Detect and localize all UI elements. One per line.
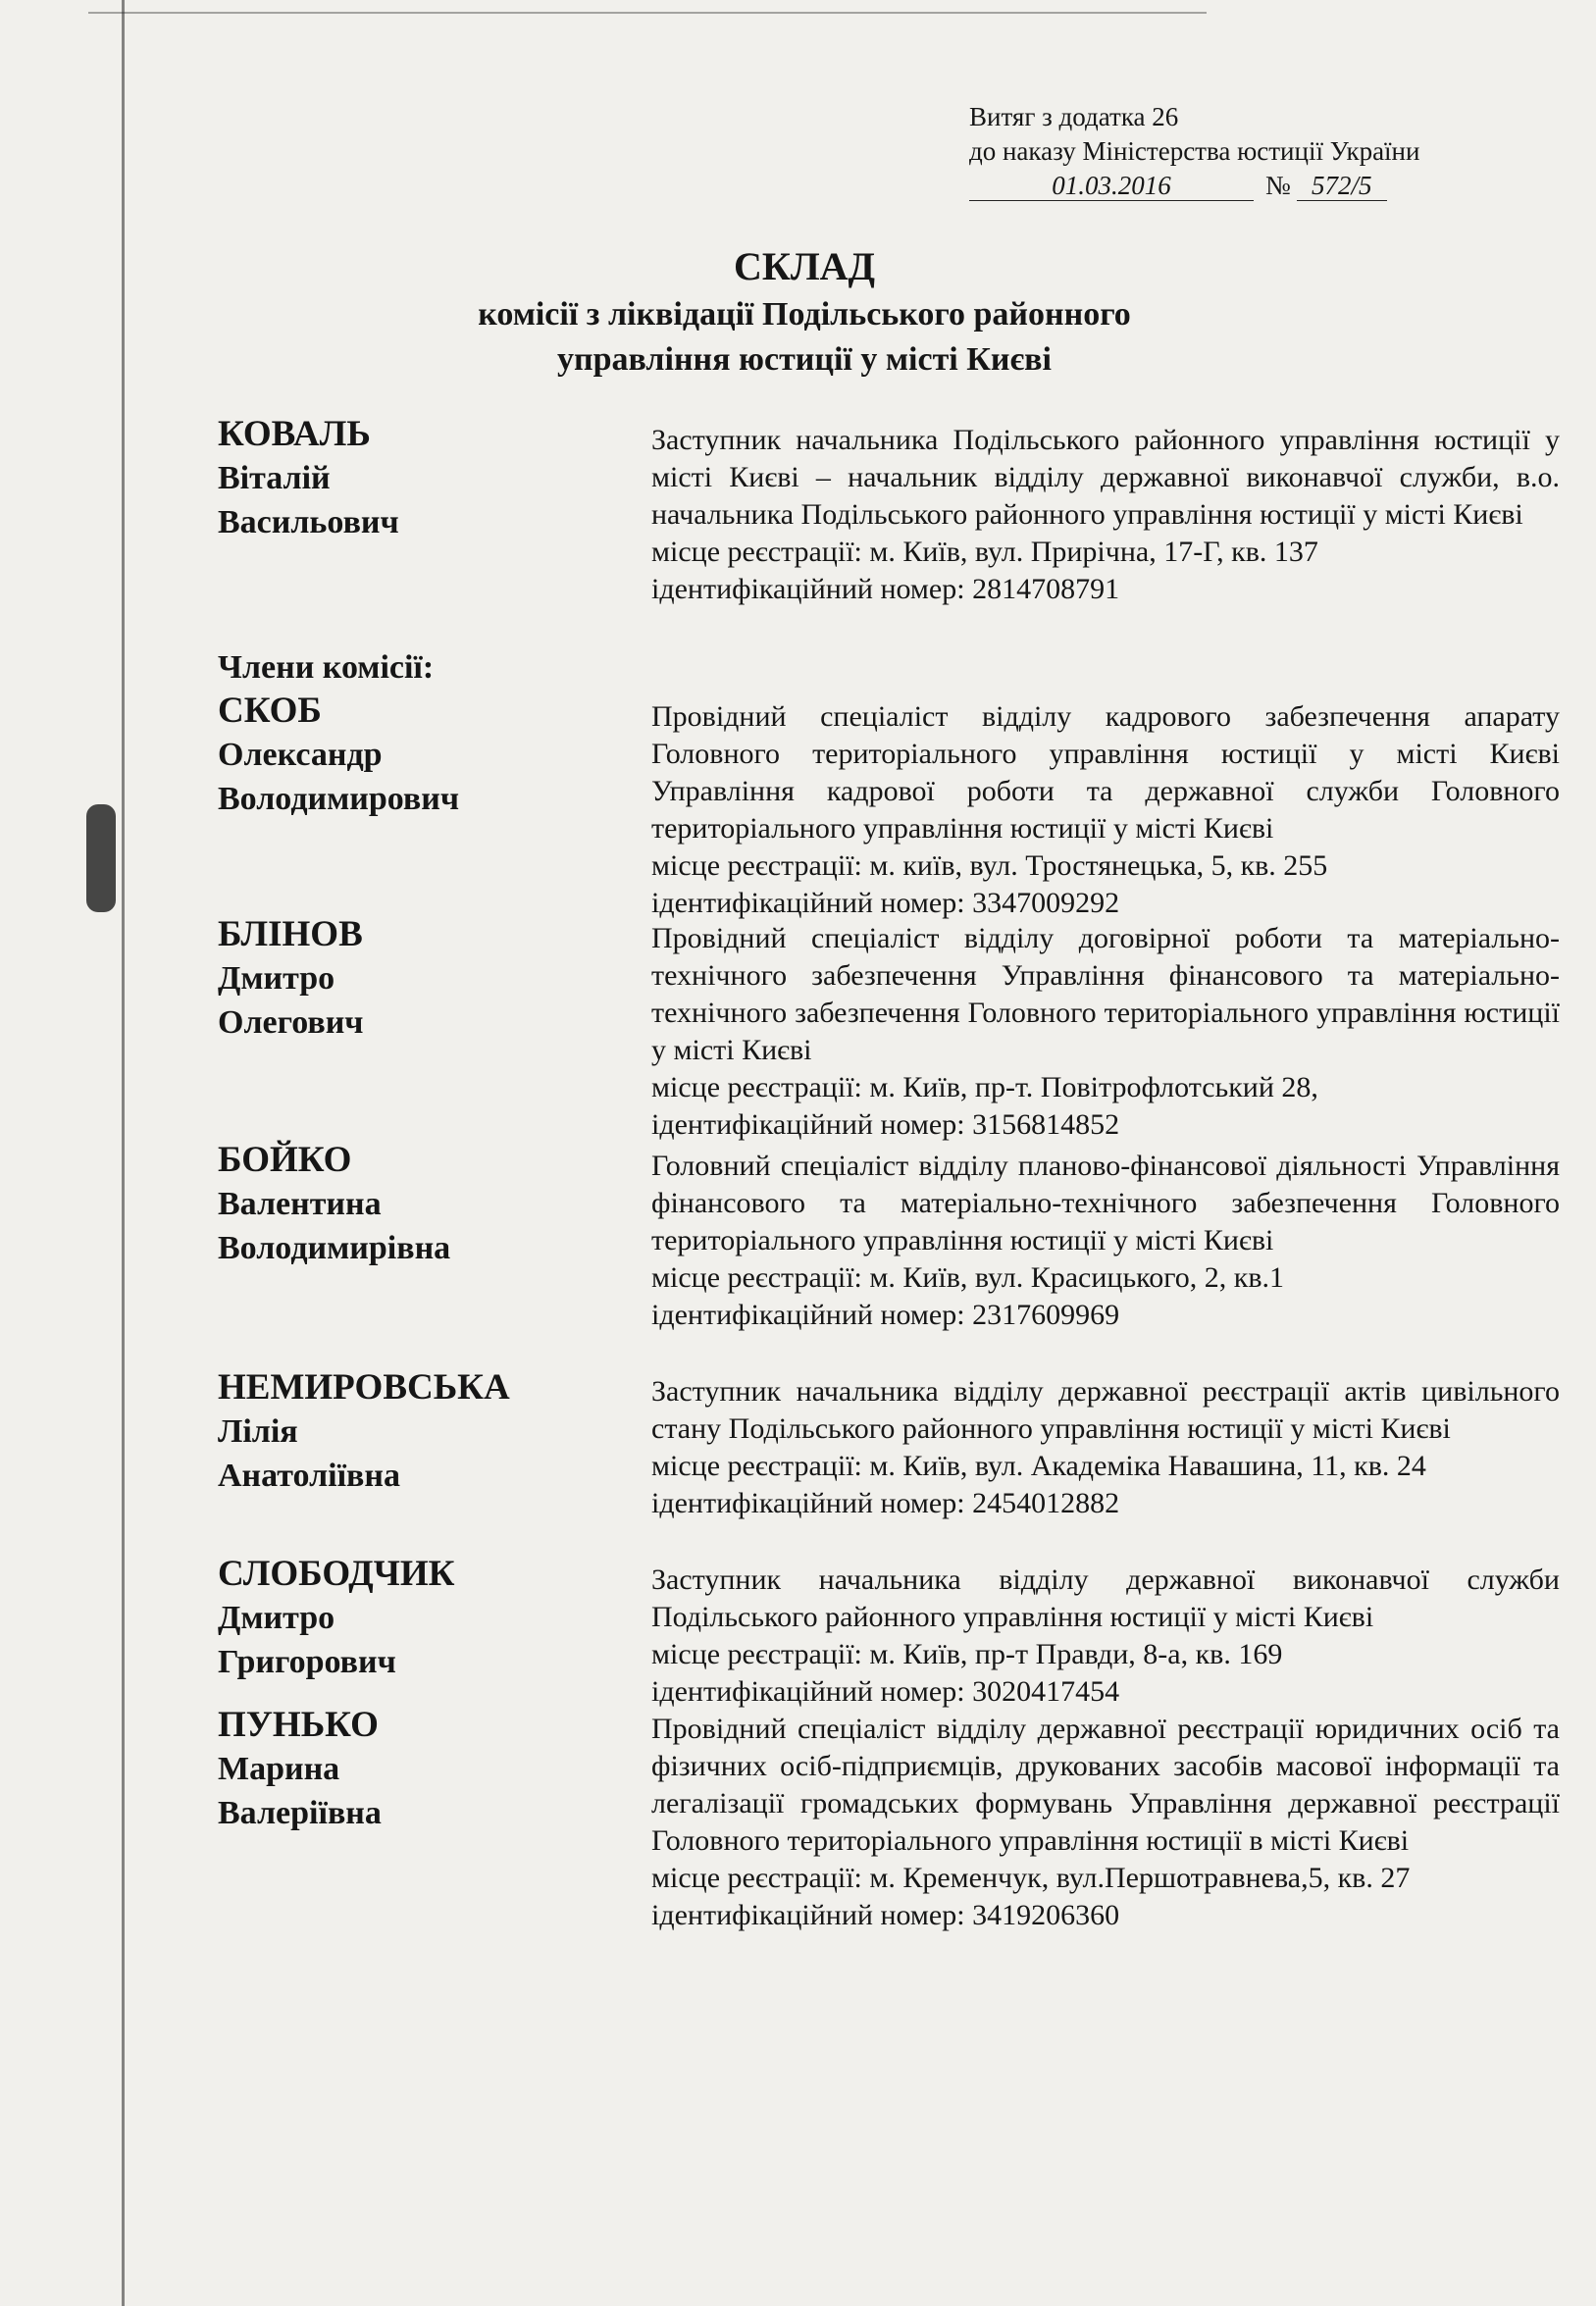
person-details-block (651, 698, 1560, 922)
person-registration: місце реєстрації: м. Кременчук, вул.Першотравнева,5, кв. 27 (651, 1862, 1411, 1894)
person-first-name: Валентина (218, 1186, 382, 1222)
person-name-block (218, 1365, 630, 1498)
person-name-block (218, 912, 630, 1045)
person-surname: БОЙКО (218, 1140, 352, 1180)
person-name-block (218, 412, 630, 544)
person-surname: СЛОБОДЧИК (218, 1554, 455, 1594)
person-registration: місце реєстрації: м. Київ, вул. Прирічна, 17-Г, кв. 137 (651, 536, 1318, 568)
members-label: Члени комісії: (218, 649, 435, 686)
person-position: Головний спеціаліст відділу планово-фінансової діяльності Управління фінансового та матеріально-технічного забезпечення Головного територіального управління юстиції у місті Києві (651, 1150, 1560, 1256)
order-reference-line2: до наказу Міністерства юстиції України (969, 136, 1420, 166)
document-subtitle-line1: комісії з ліквідації Подільського районного (478, 296, 1131, 333)
order-reference-line1: Витяг з додатка 26 (969, 102, 1179, 131)
person-patronymic: Васильович (218, 504, 399, 540)
person-patronymic: Григорович (218, 1644, 396, 1680)
person-name-block (218, 689, 630, 821)
person-id-number: ідентифікаційний номер: 2814708791 (651, 573, 1120, 605)
scan-artifact-left-edge (122, 0, 125, 2306)
person-registration: місце реєстрації: м. Київ, вул. Красицького, 2, кв.1 (651, 1261, 1284, 1294)
person-first-name: Олександр (218, 737, 383, 773)
person-patronymic: Анатоліївна (218, 1458, 400, 1494)
person-id-number: ідентифікаційний номер: 3419206360 (651, 1899, 1120, 1931)
person-details-block (651, 1373, 1560, 1522)
order-reference-date-number (969, 171, 1387, 200)
person-details-block (651, 1711, 1560, 1934)
person-first-name: Марина (218, 1751, 340, 1787)
person-first-name: Дмитро (218, 1600, 335, 1636)
person-registration: місце реєстрації: м. Київ, вул. Академіка Навашина, 11, кв. 24 (651, 1450, 1426, 1482)
person-surname: КОВАЛЬ (218, 414, 371, 454)
document-heading (294, 241, 1314, 383)
person-registration: місце реєстрації: м. Київ, пр-т. Повітрофлотський 28, (651, 1071, 1318, 1103)
order-reference-block (969, 100, 1519, 203)
person-id-number: ідентифікаційний номер: 3020417454 (651, 1675, 1120, 1708)
person-first-name: Лілія (218, 1413, 298, 1450)
person-name-block (218, 1138, 630, 1270)
person-position: Заступник начальника Подільського районного управління юстиції у місті Києві – начальник відділу державної виконавчої служби, в.о. начальника Подільського районного управління юстиції у місті Києві (651, 424, 1560, 531)
person-details-block (651, 1562, 1560, 1711)
person-details-block (651, 920, 1560, 1144)
person-surname: НЕМИРОВСЬКА (218, 1367, 510, 1408)
person-details-block (651, 422, 1560, 608)
person-first-name: Дмитро (218, 960, 335, 997)
person-id-number: ідентифікаційний номер: 2317609969 (651, 1299, 1120, 1331)
person-surname: ПУНЬКО (218, 1705, 379, 1745)
scan-artifact-top-line (88, 12, 1207, 14)
document-subtitle-line2: управління юстиції у місті Києві (557, 341, 1052, 378)
person-id-number: ідентифікаційний номер: 3156814852 (651, 1108, 1120, 1141)
person-patronymic: Володимирівна (218, 1230, 451, 1266)
person-surname: СКОБ (218, 691, 322, 731)
document-title: СКЛАД (733, 244, 876, 288)
person-patronymic: Володимирович (218, 781, 460, 817)
order-number-sign: № (1265, 171, 1291, 200)
person-name-block (218, 1703, 630, 1835)
person-position: Заступник начальника відділу державної виконавчої служби Подільського районного управління юстиції у місті Києві (651, 1563, 1560, 1633)
person-patronymic: Олегович (218, 1004, 364, 1041)
person-position: Провідний спеціаліст відділу державної реєстрації юридичних осіб та фізичних осіб-підприємців, друкованих засобів масової інформації та легалізації громадських формувань Управління державної реєстрації Головного територіального управління юстиції в місті Києві (651, 1713, 1560, 1857)
person-first-name: Віталій (218, 460, 331, 496)
scan-artifact-margin-blot (86, 804, 116, 912)
person-registration: місце реєстрації: м. київ, вул. Тростянецька, 5, кв. 255 (651, 849, 1328, 882)
person-details-block (651, 1148, 1560, 1334)
person-position: Провідний спеціаліст відділу кадрового забезпечення апарату Головного територіального управління юстиції у місті Києві Управління кадрової роботи та державної служби Головного територіального управління юстиції у місті Києві (651, 700, 1560, 845)
order-date: 01.03.2016 (969, 171, 1254, 201)
person-surname: БЛІНОВ (218, 914, 363, 954)
person-id-number: ідентифікаційний номер: 2454012882 (651, 1487, 1120, 1519)
person-position: Провідний спеціаліст відділу договірної роботи та матеріально-технічного забезпечення Управління фінансового та матеріально-технічного забезпечення Головного територіального управління юстиції у місті Києві (651, 922, 1560, 1066)
person-registration: місце реєстрації: м. Київ, пр-т Правди, 8-а, кв. 169 (651, 1638, 1283, 1670)
person-id-number: ідентифікаційний номер: 3347009292 (651, 887, 1120, 919)
person-patronymic: Валеріївна (218, 1795, 382, 1831)
person-position: Заступник начальника відділу державної реєстрації актів цивільного стану Подільського районного управління юстиції у місті Києві (651, 1375, 1560, 1445)
person-name-block (218, 1552, 630, 1684)
order-number: 572/5 (1297, 171, 1387, 201)
